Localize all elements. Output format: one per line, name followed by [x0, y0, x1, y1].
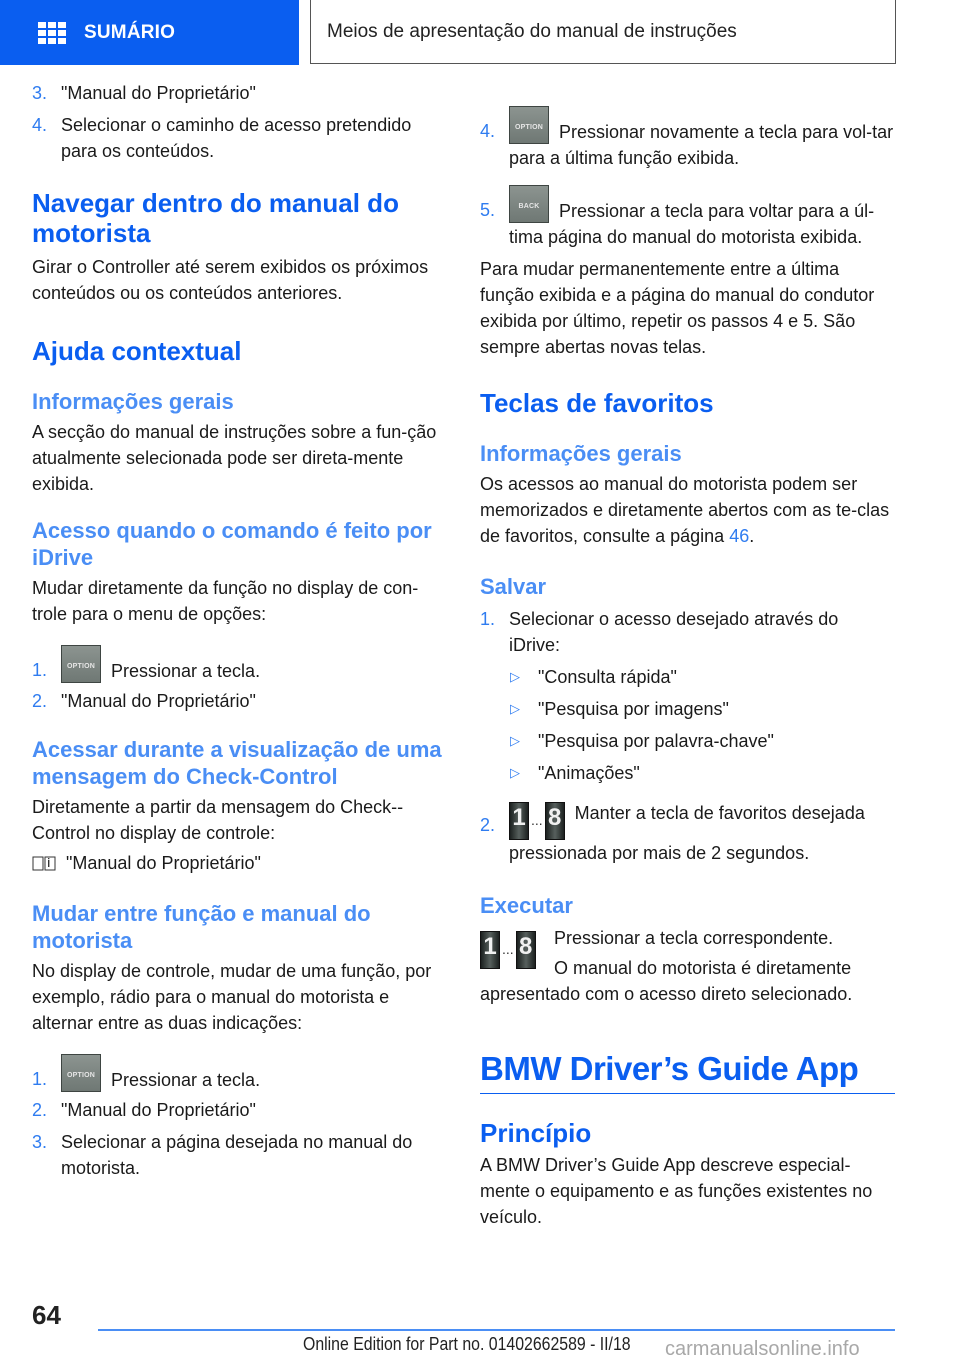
list-item: 4. OPTION Pressionar novamente a tecla para vol-tar para a última função exibida.: [480, 106, 895, 171]
list-item: 4. Selecionar o caminho de acesso pretendido para os conteúdos.: [32, 115, 412, 161]
paragraph: Para mudar permanentemente entre a última função exibida e a página do manual do condutor exibida por último, repetir os passos 4 e 5. São sempre abertas novas telas.: [480, 259, 875, 357]
execute-block: 1 ... 8 Pressionar a tecla correspondente. O manual do motorista é diretamente: [480, 925, 900, 977]
heading-check-control: Acessar durante a visualização de uma mensagem do Check-Control: [32, 737, 442, 789]
favorite-key-8-icon: 8: [545, 802, 565, 840]
bullet-item: ▷ "Pesquisa por imagens": [480, 696, 900, 722]
triangle-bullet-icon: ▷: [510, 669, 520, 684]
footer-divider: [98, 1329, 895, 1331]
favorite-key-1-icon: 1: [509, 802, 529, 840]
heading-general-info: Informações gerais: [32, 389, 234, 414]
list-item: 2. "Manual do Proprietário": [32, 691, 256, 711]
heading-context-help: Ajuda contextual: [32, 336, 242, 366]
heading-execute: Executar: [480, 893, 573, 918]
list-item: 1. Selecionar o acesso desejado através do iDrive:: [480, 609, 839, 655]
watermark: carmanualsonline.info: [665, 1338, 860, 1360]
bullet-item: ▷ "Animações": [480, 760, 900, 786]
heading-idrive-access: Acesso quando o comando é feito por iDrive: [32, 518, 432, 570]
back-key-icon: BACK: [509, 185, 549, 223]
paragraph: A BMW Driver’s Guide App descreve especial-mente o equipamento e as funções existentes no veículo.: [480, 1155, 873, 1227]
toc-button[interactable]: [0, 0, 299, 65]
heading-general-info: Informações gerais: [480, 441, 682, 466]
right-column: 4. OPTION Pressionar novamente a tecla para vol-tar para a última função exibida. 5. BACK Pressionar a tecla para voltar para a úl-tima página do manual do motorista exibida. Para mudar permanentemente entre a última função exibida e a página do manual do condutor exibida por último, repetir os passos 4 e 5. São sempre abertas novas telas. Teclas de favoritos Informações gerais Os acessos ao manual do motorista podem ser memorizados e diretamente abertos com as te-clas de favoritos, consulte a página 46. Salvar 1. Selecionar o acesso desejado através do iDrive: ▷ "Consulta rápida" ▷ "Pesquisa por imagens" ▷ "Pesquisa por palavra-chave" ▷ "Animações" 2. 1 ... 8 Manter a tecla de favoritos desejada pressionada por mais de 2 segundos. Executar 1 ... 8 Pressionar a tecla correspondente. O manual do motorista é diretamente apresentado com o acesso direto selecionado. BMW Driver’s Guide App Princípio A BMW Driver’s Guide App descreve especial-mente o equipamento e as funções existentes no veículo.: [480, 106, 900, 1230]
paragraph: A secção do manual de instruções sobre a fun-ção atualmente selecionada pode ser direta-mente exibida.: [32, 422, 437, 494]
triangle-bullet-icon: ▷: [510, 733, 520, 748]
page-header: [0, 0, 960, 66]
list-item: 3. Selecionar a página desejada no manual do motorista.: [32, 1132, 413, 1178]
bullet-item: ▷ "Consulta rápida": [480, 664, 900, 690]
paragraph: Girar o Controller até serem exibidos os próximos conteúdos ou os conteúdos anteriores.: [32, 257, 429, 303]
page-number: 64: [32, 1300, 61, 1330]
heading-navigate: Navegar dentro do manual do motorista: [32, 188, 399, 248]
list-item: 3. "Manual do Proprietário": [32, 83, 256, 103]
heading-save: Salvar: [480, 574, 547, 599]
paragraph: Diretamente a partir da mensagem do Check--Control no display de controle:: [32, 797, 404, 843]
option-key-icon: OPTION: [61, 1054, 101, 1092]
option-key-icon: OPTION: [509, 106, 549, 144]
list-item: 1. OPTION Pressionar a tecla.: [32, 1054, 452, 1093]
triangle-bullet-icon: ▷: [510, 765, 520, 780]
bullet-item: ▷ "Pesquisa por palavra-chave": [480, 728, 900, 754]
left-column: [32, 80, 452, 1181]
paragraph: Mudar diretamente da função no display de con-trole para o menu de opções:: [32, 578, 419, 624]
list-item: 5. BACK Pressionar a tecla para voltar para a úl-tima página do manual do motorista exibida.: [480, 185, 895, 250]
grid-icon: [38, 22, 66, 44]
paragraph: No display de controle, mudar de uma função, por exemplo, rádio para o manual do motorista e alternar entre as duas indicações:: [32, 961, 432, 1033]
option-key-icon: OPTION: [61, 645, 101, 683]
heading-app: BMW Driver’s Guide App: [480, 1049, 895, 1094]
heading-switch: Mudar entre função e manual do motorista: [32, 901, 371, 953]
favorite-keys-icon: 1 ... 8: [480, 931, 536, 969]
list-item: 2. "Manual do Proprietário": [32, 1100, 256, 1120]
triangle-bullet-icon: ▷: [510, 701, 520, 716]
paragraph: Os acessos ao manual do motorista podem ser memorizados e diretamente abertos com as te-clas de favoritos, consulte a página 46.: [480, 474, 890, 546]
heading-principle: Princípio: [480, 1118, 592, 1148]
toc-label: SUMÁRIO: [84, 21, 176, 43]
breadcrumb: Meios de apresentação do manual de instruções: [310, 0, 896, 64]
manual-book-icon: [32, 855, 56, 871]
page-link[interactable]: 46: [729, 526, 750, 546]
list-item: 2. 1 ... 8 Manter a tecla de favoritos desejada pressionada por mais de 2 segundos.: [480, 803, 865, 863]
check-control-item: "Manual do Proprietário": [32, 850, 452, 876]
edition-text: Online Edition for Part no. 01402662589 - II/18: [303, 1334, 631, 1354]
heading-favorites: Teclas de favoritos: [480, 388, 714, 418]
list-item: 1. OPTION Pressionar a tecla.: [32, 645, 452, 684]
